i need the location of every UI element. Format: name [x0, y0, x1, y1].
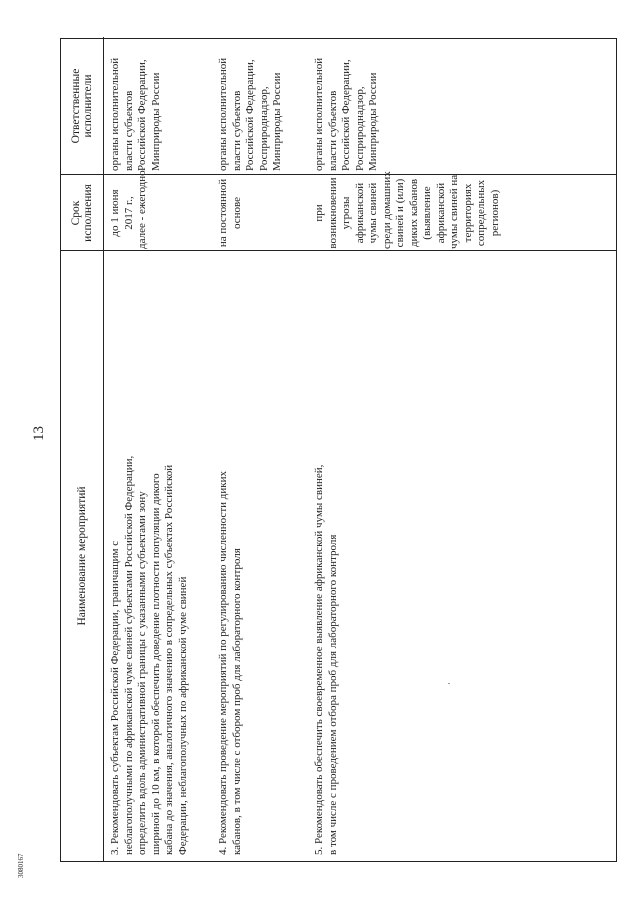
responsible-line: Росприроднадзор,	[353, 86, 366, 171]
header-deadline-line: исполнения	[82, 184, 94, 242]
page-number: 13	[31, 426, 47, 441]
deadline-line: на постоянной	[217, 178, 229, 248]
row-text-line: 4. Рекомендовать проведение мероприятий по регулированию численности диких	[217, 471, 229, 855]
deadline-line: диких кабанов	[407, 178, 420, 248]
row-3-deadline	[109, 170, 150, 249]
row-text-line: Федерации, неблагополучных по африканской чуме свиней	[176, 576, 189, 855]
row-5-responsible	[313, 39, 381, 171]
deadline-line: далее - ежегодно	[136, 170, 148, 249]
responsible-line: Российской Федерации,	[340, 59, 352, 171]
responsible-line: Минприроды России	[367, 72, 379, 171]
header-name-text: Наименование мероприятий	[76, 486, 88, 626]
responsible-line: власти субъектов	[230, 90, 243, 171]
row-5-name	[313, 255, 340, 855]
deadline-line: при	[313, 204, 325, 222]
deadline-line: африканской	[434, 182, 447, 244]
deadline-line: чумы свиней	[367, 182, 379, 244]
header-deadline	[61, 175, 104, 251]
row-5-deadline	[313, 171, 502, 249]
deadline-line: 2017 г.,	[122, 196, 135, 230]
row-3-responsible	[109, 39, 163, 171]
deadline-line: сопредельных	[475, 179, 487, 247]
row-4-responsible	[217, 39, 285, 171]
row-text-line: в том числе с проведением отбора проб для лабораторного контроля	[326, 534, 339, 855]
column-divider	[61, 250, 616, 251]
deadline-line: угрозы	[340, 196, 352, 230]
responsible-line: Российской Федерации,	[244, 59, 256, 171]
row-text-line: 5. Рекомендовать обеспечить своевременное выявление африканской чумы свиней,	[313, 464, 325, 855]
document-id: 3080167	[17, 853, 25, 878]
deadline-line: регионов)	[488, 189, 501, 237]
responsible-line: Минприроды России	[271, 72, 283, 171]
responsible-line: Росприроднадзор,	[257, 86, 270, 171]
deadline-line: среди домашних	[380, 171, 393, 249]
deadline-line: свиней и (или)	[394, 178, 406, 248]
row-text-line: кабана до значения, аналогичного значению в сопредельных субъектах Российской	[163, 464, 175, 855]
row-4-name	[217, 255, 244, 855]
deadline-line: территориях	[461, 183, 474, 243]
row-text-line: неблагополучными по африканской чуме свиней субъектами Российской Федерации,	[122, 455, 135, 855]
row-text-line: определить вдоль административной границы с указанными субъектами зону	[136, 491, 148, 855]
responsible-line: органы исполнительной	[313, 57, 325, 171]
deadline-line: до 1 июня	[109, 189, 121, 237]
row-text-line: 3. Рекомендовать субъектам Российской Федерации, граничащим с	[109, 540, 121, 855]
responsible-line: органы исполнительной	[109, 57, 121, 171]
responsible-line: власти субъектов	[326, 90, 339, 171]
deadline-line: чумы свиней на	[448, 174, 460, 249]
header-responsible	[61, 37, 104, 175]
row-text-line: кабанов, в том числе с отбором проб для лабораторного контроля	[230, 548, 243, 855]
header-responsible-text: Ответственные исполнители	[70, 68, 94, 144]
responsible-line: власти субъектов	[122, 90, 135, 171]
measures-table	[60, 38, 617, 862]
responsible-line: органы исполнительной	[217, 57, 229, 171]
deadline-line: африканской	[353, 182, 366, 244]
header-deadline-line: Срок	[70, 200, 82, 226]
header-name	[61, 251, 104, 861]
row-text-line: шириной до 10 км, в которой обеспечить доведение плотности популяции дикого	[149, 473, 162, 855]
deadline-line: (выявление	[421, 186, 433, 240]
responsible-line: Российской Федерации,	[136, 59, 148, 171]
responsible-line: Минприроды России	[149, 72, 162, 171]
row-4-deadline	[217, 177, 244, 249]
deadline-line: основе	[230, 196, 243, 230]
deadline-line: возникновении	[326, 177, 339, 249]
row-3-name	[109, 255, 190, 855]
